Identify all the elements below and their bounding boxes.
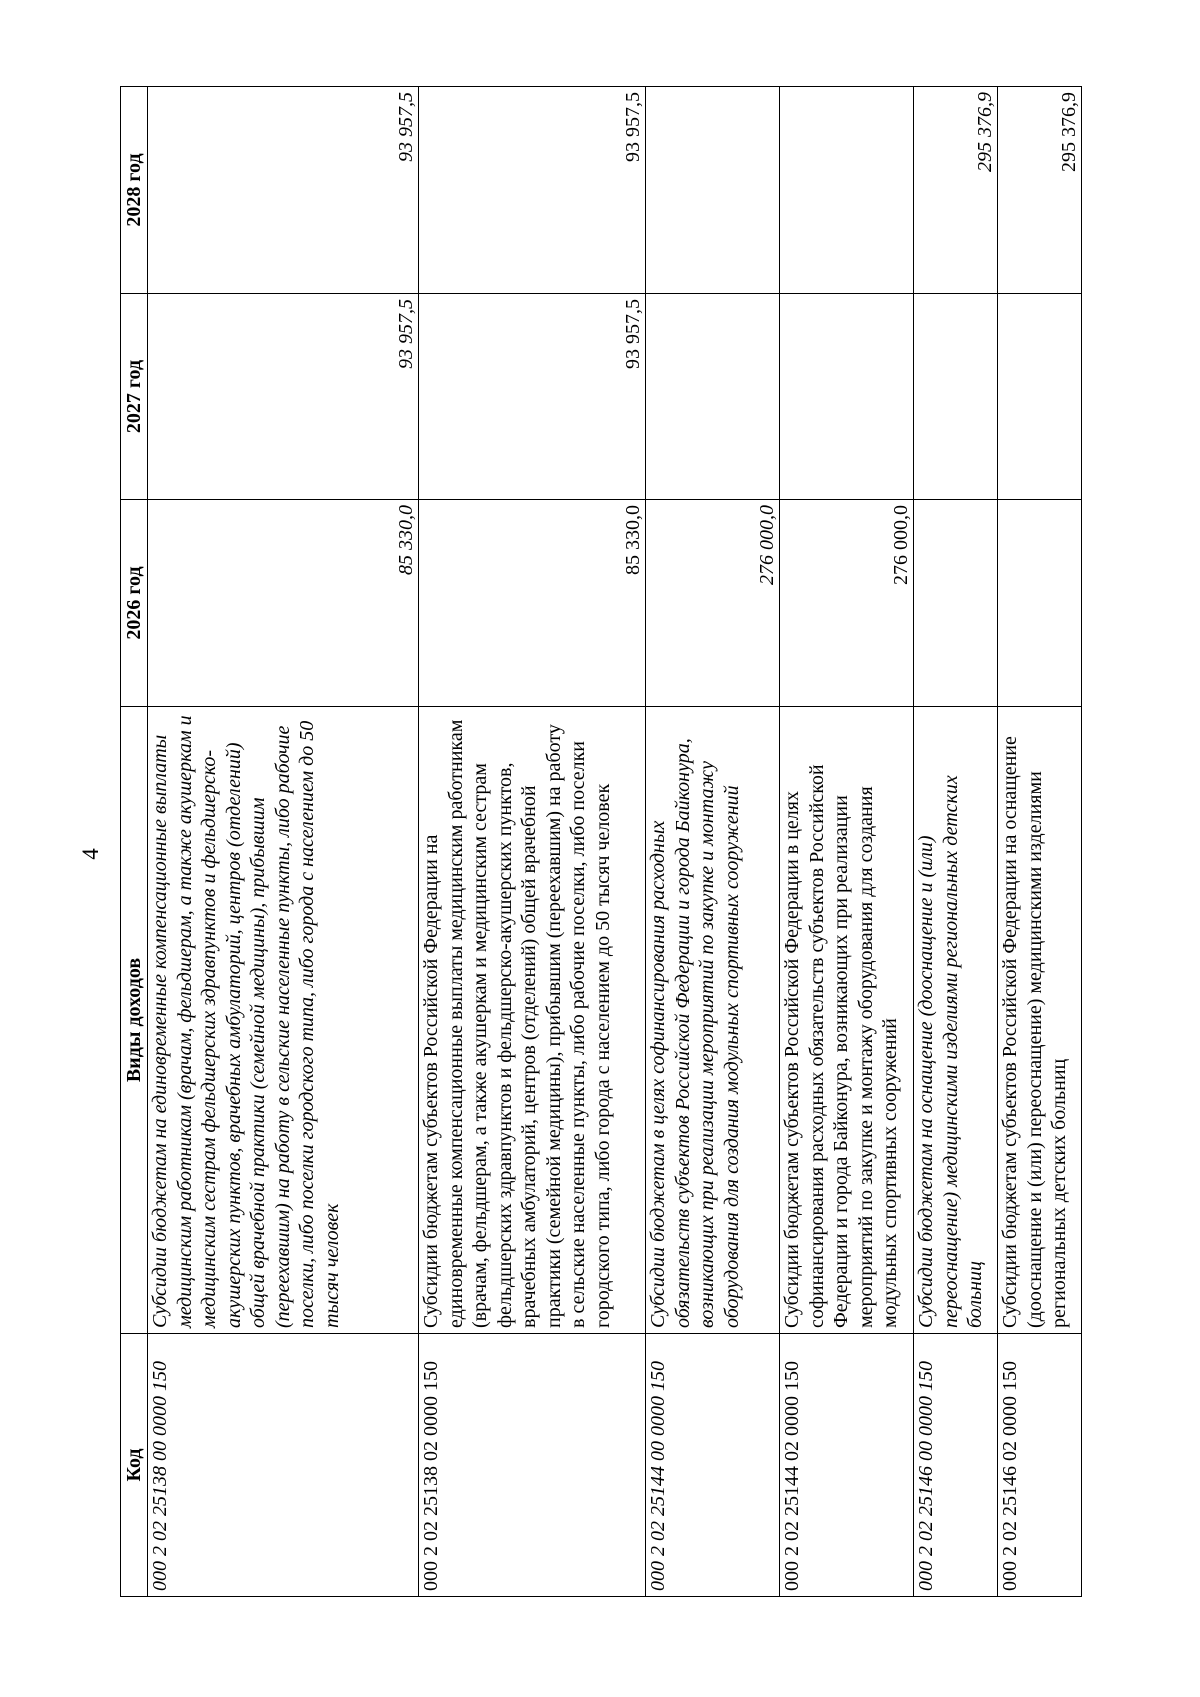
row-value-2027 — [780, 294, 914, 500]
row-code: 000 2 02 25144 00 0000 150 — [646, 1334, 780, 1597]
table-header-row — [121, 87, 148, 1597]
table-row — [998, 87, 1082, 1597]
row-code: 000 2 02 25138 02 0000 150 — [419, 1334, 646, 1597]
row-value-2028: 93 957,5 — [148, 87, 419, 294]
row-description: Субсидии бюджетам субъектов Российской Федерации на единовременные компенсационные выплаты медицинским работникам (врачам, фельдшерам, а также акушеркам и медицинским сестрам фельдшерских здравпунктов и фельдшерско-акушерских пунктов, врачебных амбулаторий, центров (отделений) общей врачебной практики (семейной медицины), прибывшим (переехавшим) на работу в сельские населенные пункты, либо рабочие поселки, либо поселки городского типа, либо города с населением до 50 тысяч человек — [419, 707, 646, 1334]
rotated-table-container — [120, 87, 1082, 1597]
row-description: Субсидии бюджетам субъектов Российской Федерации в целях софинансирования расходных обязательств субъектов Российской Федерации и города Байконура, возникающих при реализации мероприятий по закупке и монтажу оборудования для создания модульных спортивных сооружений — [780, 707, 914, 1334]
row-value-2028: 295 376,9 — [998, 87, 1082, 294]
row-value-2028: 93 957,5 — [419, 87, 646, 294]
row-value-2026: 85 330,0 — [148, 500, 419, 707]
header-revenue-type: Виды доходов — [121, 707, 148, 1334]
page-number: 4 — [78, 848, 103, 860]
row-value-2026 — [998, 500, 1082, 707]
row-value-2027 — [998, 294, 1082, 500]
row-value-2028 — [646, 87, 780, 294]
table-row — [419, 87, 646, 1597]
table-row — [148, 87, 419, 1597]
row-description: Субсидии бюджетам на оснащение (дооснащение и (или) переоснащение) медицинскими изделиями региональных детских больниц — [914, 707, 998, 1334]
header-2027: 2027 год — [121, 294, 148, 500]
row-value-2027: 93 957,5 — [148, 294, 419, 500]
row-value-2027: 93 957,5 — [419, 294, 646, 500]
header-2026: 2026 год — [121, 500, 148, 707]
table-row — [914, 87, 998, 1597]
row-value-2027 — [914, 294, 998, 500]
table-row — [646, 87, 780, 1597]
row-description: Субсидии бюджетам субъектов Российской Федерации на оснащение (дооснащение и (или) переоснащение) медицинскими изделиями региональных детских больниц — [998, 707, 1082, 1334]
row-value-2026: 276 000,0 — [780, 500, 914, 707]
row-value-2028 — [780, 87, 914, 294]
header-code: Код — [121, 1334, 148, 1597]
table-row — [780, 87, 914, 1597]
row-description: Субсидии бюджетам на единовременные компенсационные выплаты медицинским работникам (врачам, фельдшерам, а также акушеркам и медицинским сестрам фельдшерских здравпунктов и фельдшерско-акушерских пунктов, врачебных амбулаторий, центров (отделений) общей врачебной практики (семейной медицины), прибывшим (переехавшим) на работу в сельские населенные пункты, либо рабочие поселки, либо поселки городского типа, либо города с населением до 50 тысяч человек — [148, 707, 419, 1334]
header-2028: 2028 год — [121, 87, 148, 294]
row-code: 000 2 02 25138 00 0000 150 — [148, 1334, 419, 1597]
row-description: Субсидии бюджетам в целях софинансирования расходных обязательств субъектов Российской Федерации и города Байконура, возникающих при реализации мероприятий по закупке и монтажу оборудования для создания модульных спортивных сооружений — [646, 707, 780, 1334]
row-value-2026: 85 330,0 — [419, 500, 646, 707]
row-code: 000 2 02 25146 02 0000 150 — [998, 1334, 1082, 1597]
row-value-2026: 276 000,0 — [646, 500, 780, 707]
row-value-2027 — [646, 294, 780, 500]
row-code: 000 2 02 25146 00 0000 150 — [914, 1334, 998, 1597]
row-value-2026 — [914, 500, 998, 707]
row-code: 000 2 02 25144 02 0000 150 — [780, 1334, 914, 1597]
revenue-table — [120, 86, 1082, 1597]
row-value-2028: 295 376,9 — [914, 87, 998, 294]
